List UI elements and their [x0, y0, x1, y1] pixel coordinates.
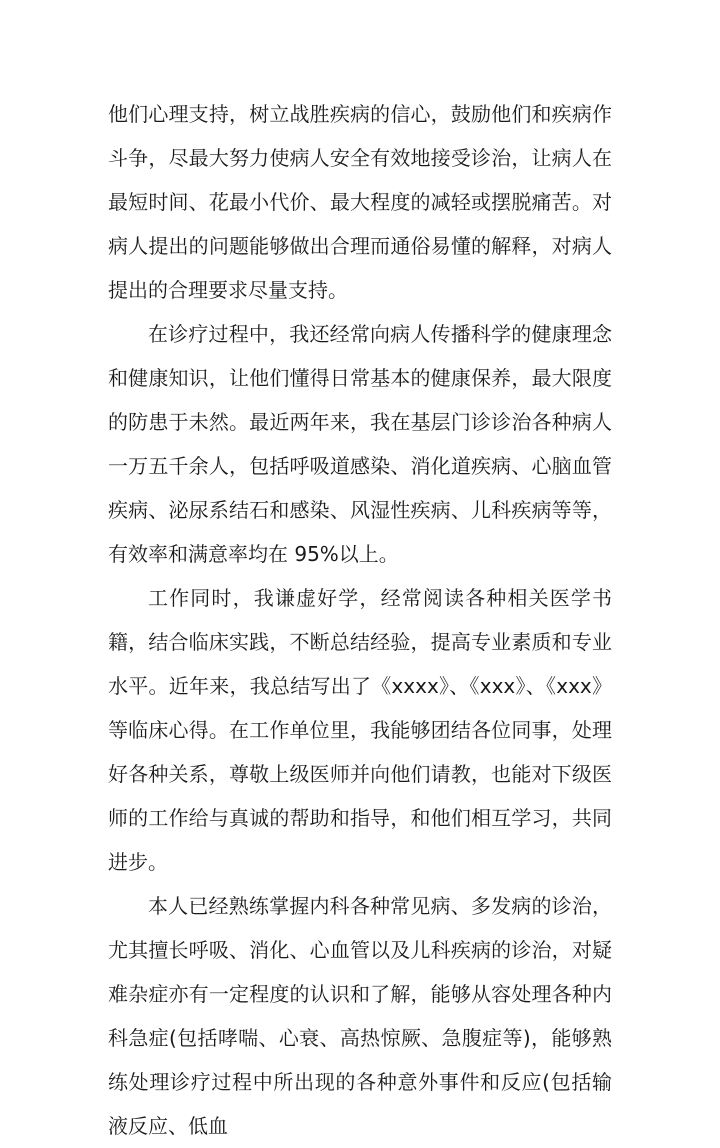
paragraph-3: 工作同时，我谦虚好学，经常阅读各种相关医学书籍，结合临床实践，不断总结经验，提高专业素质和专业水平。近年来，我总结写出了《xxxx》、《xxx》、《xxx》等临床心得。在工作单位里，我能够团结各位同事，处理好各种关系，尊敬上级医师并向他们请教，也能对下级医师的工作给与真诚的帮助和指导，和他们相互学习，共同进步。 — [108, 586, 612, 874]
paragraph-1: 他们心理支持，树立战胜疾病的信心，鼓励他们和疾病作斗争，尽最大努力使病人安全有效地接受诊治，让病人在最短时间、花最小代价、最大程度的减轻或摆脱痛苦。对病人提出的问题能够做出合理而通俗易懂的解释，对病人提出的合理要求尽量支持。 — [108, 102, 612, 302]
paragraph-2: 在诊疗过程中，我还经常向病人传播科学的健康理念和健康知识，让他们懂得日常基本的健康保养，最大限度的防患于未然。最近两年来，我在基层门诊诊治各种病人一万五千余人，包括呼吸道感染、消化道疾病、心脑血管疾病、泌尿系结石和感染、风湿性疾病、儿科疾病等等，有效率和满意率均在 95%以上。 — [108, 322, 612, 566]
paragraph-4: 本人已经熟练掌握内科各种常见病、多发病的诊治，尤其擅长呼吸、消化、心血管以及儿科疾病的诊治，对疑难杂症亦有一定程度的认识和了解，能够从容处理各种内科急症(包括哮喘、心衰、高热惊厥、急腹症等)，能够熟练处理诊疗过程中所出现的各种意外事件和反应(包括输液反应、低血 — [108, 894, 612, 1138]
document-body — [108, 92, 612, 1148]
